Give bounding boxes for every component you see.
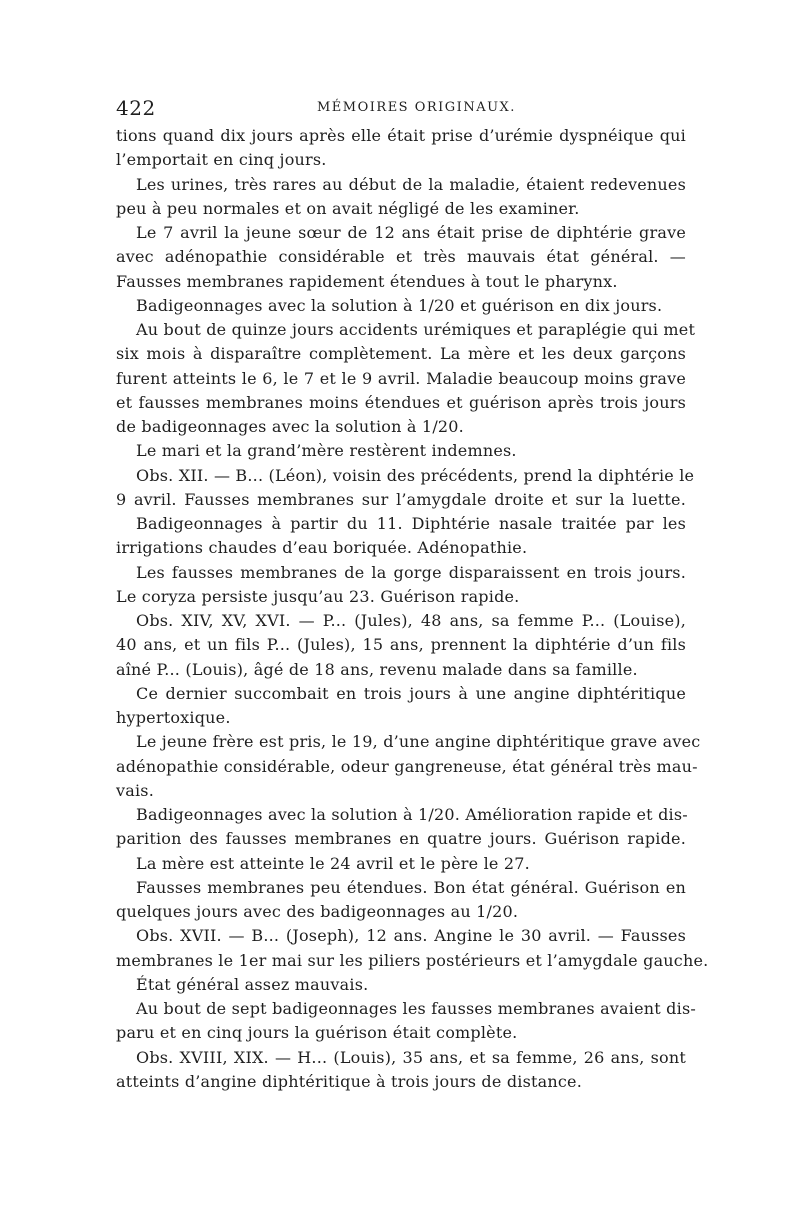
text-line: Fausses membranes peu étendues. Bon état général. Guérison en	[136, 877, 686, 897]
text-line: Les urines, très rares au début de la maladie, étaient redevenues	[136, 174, 686, 194]
text-line: Le jeune frère est pris, le 19, d’une angine diphtéritique grave avec	[136, 732, 701, 752]
text-line: et fausses membranes moins étendues et guérison après trois jours	[116, 392, 686, 412]
text-line: 9 avril. Fausses membranes sur l’amygdale droite et sur la luette.	[116, 489, 686, 509]
text-line: quelques jours avec des badigeonnages au 1/20.	[116, 902, 519, 921]
text-line: Obs. XIV, XV, XVI. — P... (Jules), 48 ans, sa femme P... (Louise),	[136, 611, 686, 630]
text-line: Obs. XVII. — B... (Joseph), 12 ans. Angine le 30 avril. — Fausses	[136, 926, 686, 946]
text-line: Les fausses membranes de la gorge disparaissent en trois jours.	[136, 562, 686, 582]
text-line: vais.	[116, 780, 154, 800]
text-line: adénopathie considérable, odeur gangreneuse, état général très mau-	[116, 756, 698, 776]
text-line: avec adénopathie considérable et très mauvais état général. —	[116, 247, 686, 267]
text-line: Obs. XVIII, XIX. — H... (Louis), 35 ans, et sa femme, 26 ans, sont	[136, 1047, 686, 1067]
text-line: de badigeonnages avec la solution à 1/20.	[116, 417, 464, 436]
text-line: Badigeonnages avec la solution à 1/20 et guérison en dix jours.	[136, 295, 663, 315]
text-line: paru et en cinq jours la guérison était complète.	[116, 1023, 518, 1043]
running-head: MÉMOIRES ORIGINAUX.	[317, 100, 516, 115]
text-line: six mois à disparaître complètement. La mère et les deux garçons	[116, 344, 686, 364]
text-line: Au bout de quinze jours accidents urémiques et paraplégie qui met	[136, 320, 696, 339]
book-page	[116, 96, 709, 1094]
body-text	[116, 124, 709, 1094]
text-line: atteints d’angine diphtéritique à trois jours de distance.	[116, 1071, 582, 1091]
text-line: aîné P... (Louis), âgé de 18 ans, revenu malade dans sa famille.	[116, 659, 638, 679]
text-line: l’emportait en cinq jours.	[116, 150, 327, 170]
text-line: Fausses membranes rapidement étendues à tout le pharynx.	[116, 271, 618, 291]
text-line: membranes le 1er mai sur les piliers postérieurs et l’amygdale gauche.	[116, 950, 709, 970]
text-line: Badigeonnages à partir du 11. Diphtérie nasale traitée par les	[136, 514, 686, 533]
text-line: La mère est atteinte le 24 avril et le père le 27.	[136, 853, 530, 873]
text-line: Le coryza persiste jusqu’au 23. Guérison rapide.	[116, 586, 520, 606]
text-line: irrigations chaudes d’eau boriquée. Adénopathie.	[116, 538, 528, 558]
text-line: Ce dernier succombait en trois jours à une angine diphtéritique	[136, 683, 686, 703]
page-number: 422	[116, 96, 156, 120]
text-line: Badigeonnages avec la solution à 1/20. Amélioration rapide et dis-	[136, 805, 688, 824]
text-line: 40 ans, et un fils P... (Jules), 15 ans, prennent la diphtérie d’un fils	[116, 635, 686, 655]
text-line: État général assez mauvais.	[136, 974, 369, 994]
text-line: Le 7 avril la jeune sœur de 12 ans était prise de diphtérie grave	[136, 223, 686, 242]
text-line: tions quand dix jours après elle était prise d’urémie dyspnéique qui	[116, 126, 686, 145]
text-line: peu à peu normales et on avait négligé de les examiner.	[116, 198, 580, 218]
page-header	[116, 96, 686, 120]
text-line: furent atteints le 6, le 7 et le 9 avril. Maladie beaucoup moins grave	[116, 368, 686, 388]
text-line: Obs. XII. — B... (Léon), voisin des précédents, prend la diphtérie le	[136, 465, 695, 485]
text-line: hypertoxique.	[116, 708, 231, 727]
text-line: Le mari et la grand’mère restèrent indemnes.	[136, 441, 517, 461]
text-line: parition des fausses membranes en quatre jours. Guérison rapide.	[116, 829, 686, 849]
text-line: Au bout de sept badigeonnages les fausses membranes avaient dis-	[136, 999, 696, 1018]
